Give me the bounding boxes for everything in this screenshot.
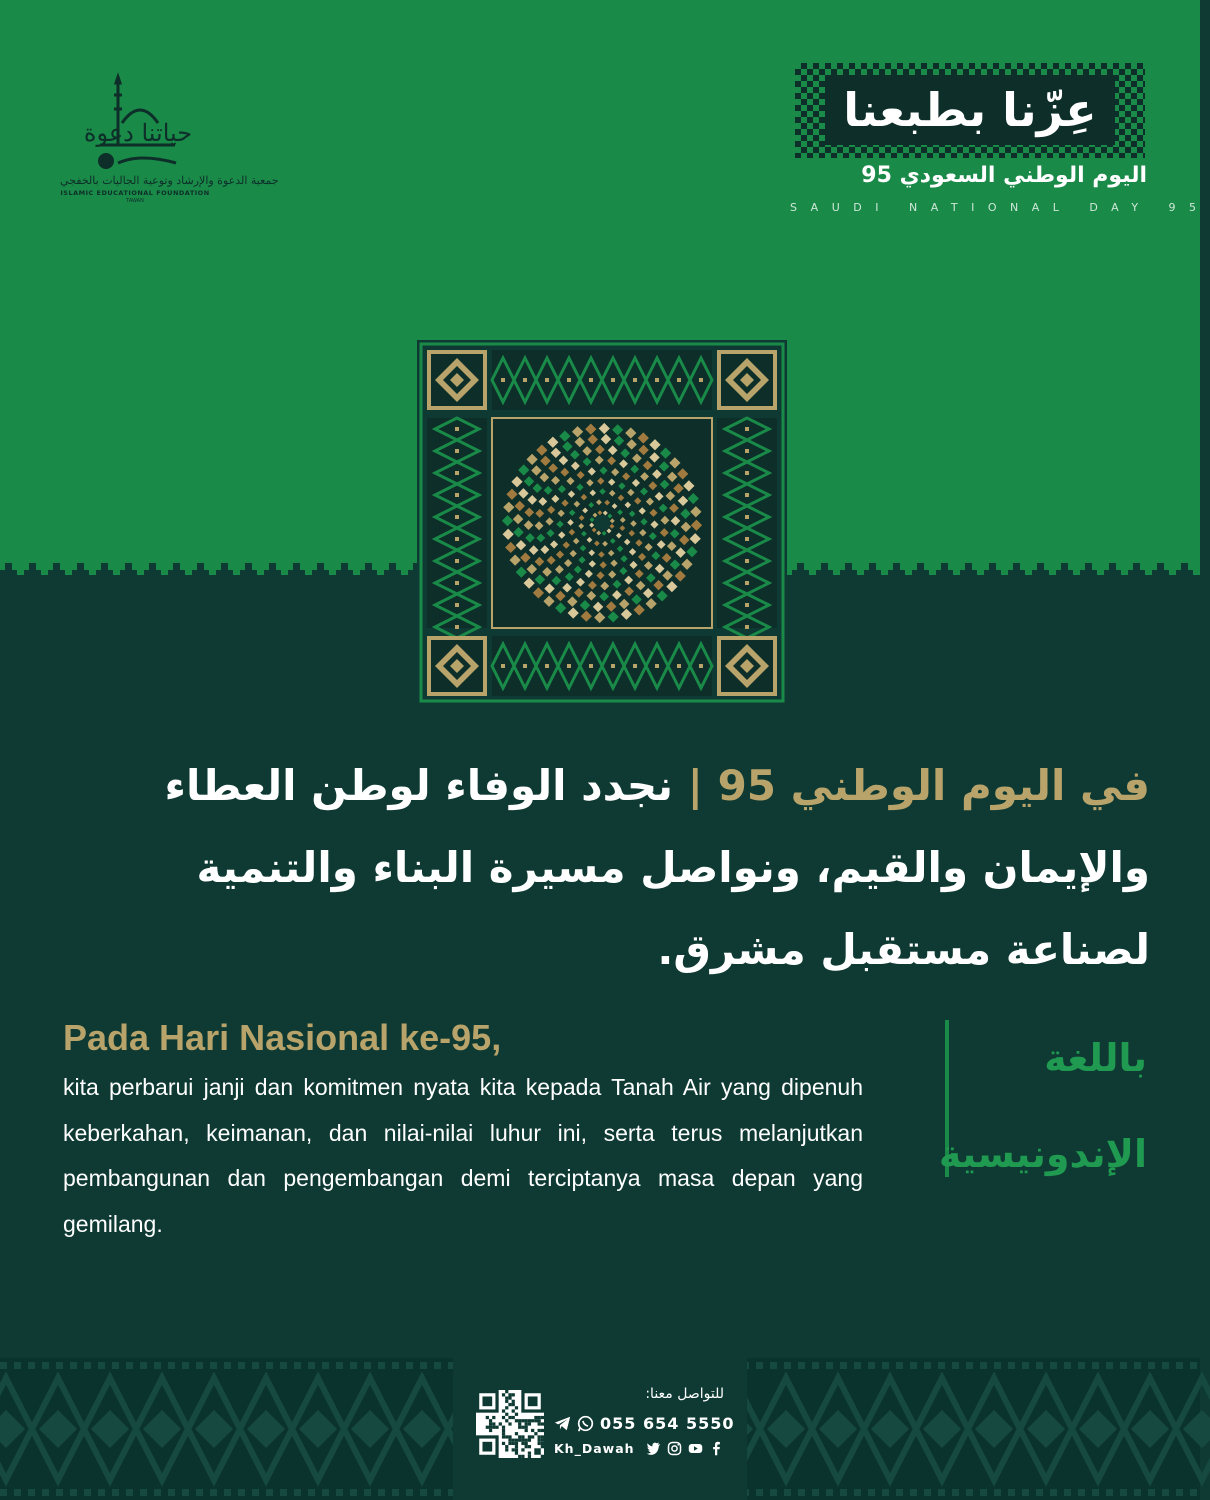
logo-foot-text: TAWAN — [126, 198, 144, 204]
national-day-badge — [795, 63, 1145, 158]
sadu-ornament — [417, 340, 787, 705]
logo-english-name: ISLAMIC EDUCATIONAL FOUNDATION — [60, 189, 210, 197]
social-handle[interactable]: Kh_Dawah — [554, 1441, 635, 1456]
phone-number[interactable]: 055 654 5550 — [600, 1414, 735, 1433]
national-day-arabic: اليوم الوطني السعودي 95 — [861, 163, 1147, 188]
telegram-icon[interactable] — [554, 1415, 571, 1432]
language-label-line1: باللغة — [1044, 1036, 1147, 1080]
mosque-logo-icon — [80, 75, 193, 175]
arabic-message-separator: | — [687, 761, 703, 810]
instagram-icon[interactable] — [667, 1441, 682, 1456]
logo-arabic-name: جمعية الدعوة والإرشاد وتوعية الجاليات بالخفجي — [60, 174, 279, 187]
youtube-icon[interactable] — [688, 1441, 703, 1456]
phone-row[interactable] — [552, 1413, 735, 1435]
language-label-line2: الإندونيسية — [938, 1132, 1147, 1176]
organization-logo — [60, 75, 279, 210]
language-label — [938, 1010, 1147, 1202]
indonesian-heading: Pada Hari Nasional ke-95, — [63, 1017, 502, 1058]
arabic-message-highlight: في اليوم الوطني 95 — [717, 761, 1150, 810]
national-day-english: SAUDI NATIONAL DAY 95 — [790, 201, 1210, 214]
facebook-icon[interactable] — [709, 1441, 724, 1456]
social-row — [552, 1439, 724, 1459]
arabic-message-text: نجدد الوفاء لوطن العطاء والإيمان والقيم، ونواصل مسيرة البناء والتنمية لصناعة مستقبل مشرق. — [164, 761, 1150, 974]
badge-title: عِزّنا بطبعنا — [825, 75, 1115, 145]
whatsapp-icon[interactable] — [577, 1415, 594, 1432]
logo-mark-text: حياتنا دعوة — [83, 119, 193, 147]
twitter-icon[interactable] — [646, 1441, 661, 1456]
arabic-message — [50, 745, 1150, 991]
contact-label: للتواصل معنا: — [645, 1386, 724, 1402]
qr-code-icon[interactable] — [476, 1390, 544, 1458]
indonesian-body: kita perbarui janji dan komitmen nyata kita kepada Tanah Air yang dipenuh keberkahan, keimanan, dan nilai-nilai luhur ini, serta terus melanjutkan pembangunan dan pengembangan demi terciptanya masa depan yang gemilang. — [63, 1074, 863, 1237]
